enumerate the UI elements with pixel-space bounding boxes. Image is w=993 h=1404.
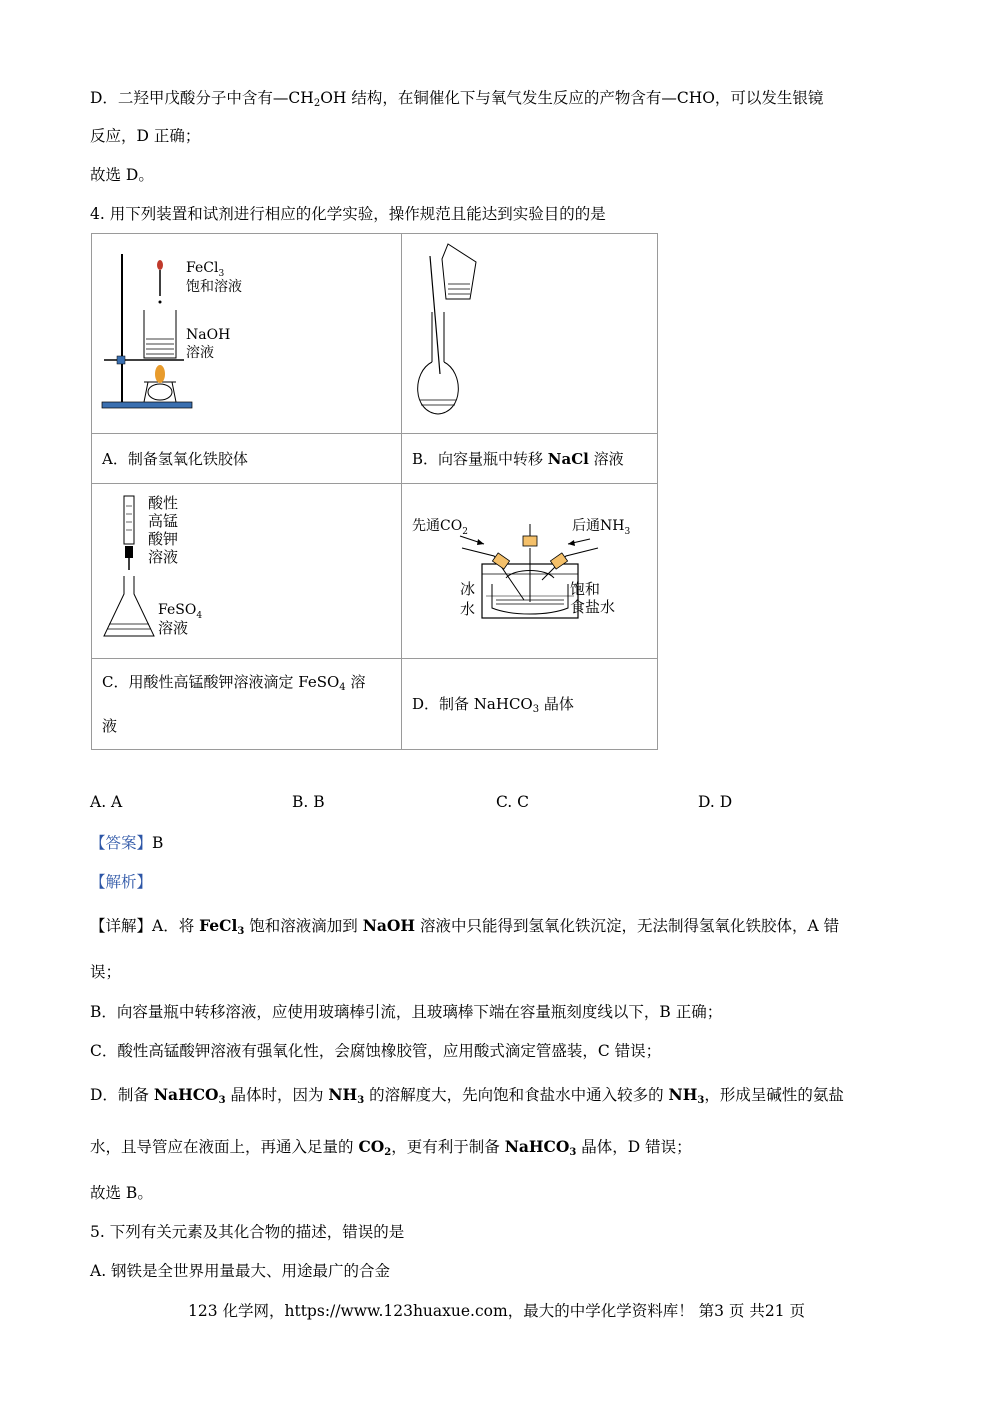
figd-label-brine: 食盐水 bbox=[570, 598, 616, 616]
prev-d-line2: 反应，D 正确； bbox=[90, 127, 201, 145]
figure-a-cell bbox=[92, 234, 402, 434]
figc-label-mn: 酸钾 bbox=[148, 530, 179, 548]
detail-c: C．酸性高锰酸钾溶液有强氧化性，会腐蚀橡胶管，应用酸式滴定管盛装，C 错误； bbox=[90, 1042, 662, 1060]
figa-label-solution: 溶液 bbox=[186, 345, 214, 361]
detail-d-line2: 水，且导管应在液面上，再通入足量的 $CO_2$，更有利于制备 NaHCO$_3$ 晶体，D 错误； bbox=[90, 1137, 692, 1158]
option-b: B. B bbox=[292, 793, 325, 811]
option-a: A. A bbox=[90, 793, 123, 811]
figure-d-nahco3-apparatus bbox=[402, 484, 657, 654]
q5-stem: 5. 下列有关元素及其化合物的描述，错误的是 bbox=[90, 1223, 405, 1241]
detail-a-line1: 【详解】A．将 FeCl$_3$ 饱和溶液滴加到 NaOH 溶液中只能得到氢氧化铁沉淀，无法制得氢氧化铁胶体，A 错 bbox=[90, 916, 840, 937]
figure-b-cell bbox=[402, 234, 658, 434]
detail-conclusion: 故选 B。 bbox=[90, 1184, 153, 1202]
figa-label-saturated: 饱和溶液 bbox=[186, 279, 242, 295]
svg-text:FeSO4: FeSO$_4$ bbox=[158, 602, 203, 621]
figd-label-saturated: 饱和 bbox=[570, 580, 601, 598]
caption-c: C．用酸性高锰酸钾溶液滴定 FeSO$_4$ 溶 液 bbox=[92, 659, 402, 750]
caption-b: B．向容量瓶中转移 NaCl 溶液 bbox=[402, 434, 658, 484]
figure-c-cell bbox=[92, 484, 402, 659]
q4-stem: 4. 用下列装置和试剂进行相应的化学实验，操作规范且能达到实验目的的是 bbox=[90, 205, 606, 223]
figd-label-co2-first: 先通CO bbox=[412, 518, 463, 534]
detail-a-line2: 误； bbox=[90, 963, 122, 981]
caption-a: A．制备氢氧化铁胶体 bbox=[92, 434, 402, 484]
figd-label-ice: 冰 bbox=[460, 580, 476, 598]
analysis-tag: 【解析】 bbox=[90, 873, 153, 891]
figc-label-solution: 溶液 bbox=[148, 548, 179, 566]
figa-label-naoh: NaOH bbox=[186, 327, 231, 343]
figd-label-water: 水 bbox=[460, 600, 476, 618]
figc-label-solution2: 溶液 bbox=[158, 619, 189, 637]
q4-apparatus-table bbox=[91, 233, 658, 750]
figc-label-acidic: 酸性 bbox=[148, 494, 179, 512]
figure-c-titration bbox=[92, 484, 401, 654]
detail-d-line1: D．制备 NaHCO$_3$ 晶体时，因为 $NH_3$ 的溶解度大，先向饱和食盐水中通入较多的 $NH_3$，形成呈碱性的氨盐 bbox=[90, 1085, 844, 1106]
svg-text:FeCl3: FeCl$_3$ bbox=[186, 260, 225, 279]
figure-d-cell bbox=[402, 484, 658, 659]
figc-label-high: 高锰 bbox=[148, 512, 179, 530]
option-d: D. D bbox=[698, 793, 733, 811]
figa-label-fecl3: FeCl bbox=[186, 260, 219, 276]
figure-a-colloid-apparatus bbox=[92, 234, 401, 429]
option-c: C. C bbox=[496, 793, 530, 811]
page-footer: 123 化学网，https://www.123huaxue.com，最大的中学化学资料库！ 第3 页 共21 页 bbox=[187, 1302, 805, 1320]
figc-label-feso4: FeSO bbox=[158, 602, 197, 618]
prev-conclusion: 故选 D。 bbox=[90, 166, 154, 184]
answer: 【答案】B bbox=[90, 834, 164, 852]
figure-b-volumetric-flask bbox=[402, 234, 657, 429]
detail-b: B．向容量瓶中转移溶液，应使用玻璃棒引流，且玻璃棒下端在容量瓶刻度线以下，B 正确； bbox=[90, 1003, 723, 1021]
caption-d: D．制备 NaHCO$_3$ 晶体 bbox=[402, 659, 658, 750]
svg-text:后通NH3: 后通$NH_3$ bbox=[572, 518, 631, 537]
figd-label-nh3-later: 后通NH bbox=[572, 518, 625, 534]
q5-option-a: A. 钢铁是全世界用量最大、用途最广的合金 bbox=[90, 1262, 391, 1280]
prev-d-line1: D．二羟甲戊酸分子中含有$—CH_2OH$ 结构，在铜催化下与氧气发生反应的产物含有—CHO，可以发生银镜 bbox=[90, 89, 824, 109]
svg-text:先通CO2: 先通$CO_2$ bbox=[412, 518, 468, 537]
